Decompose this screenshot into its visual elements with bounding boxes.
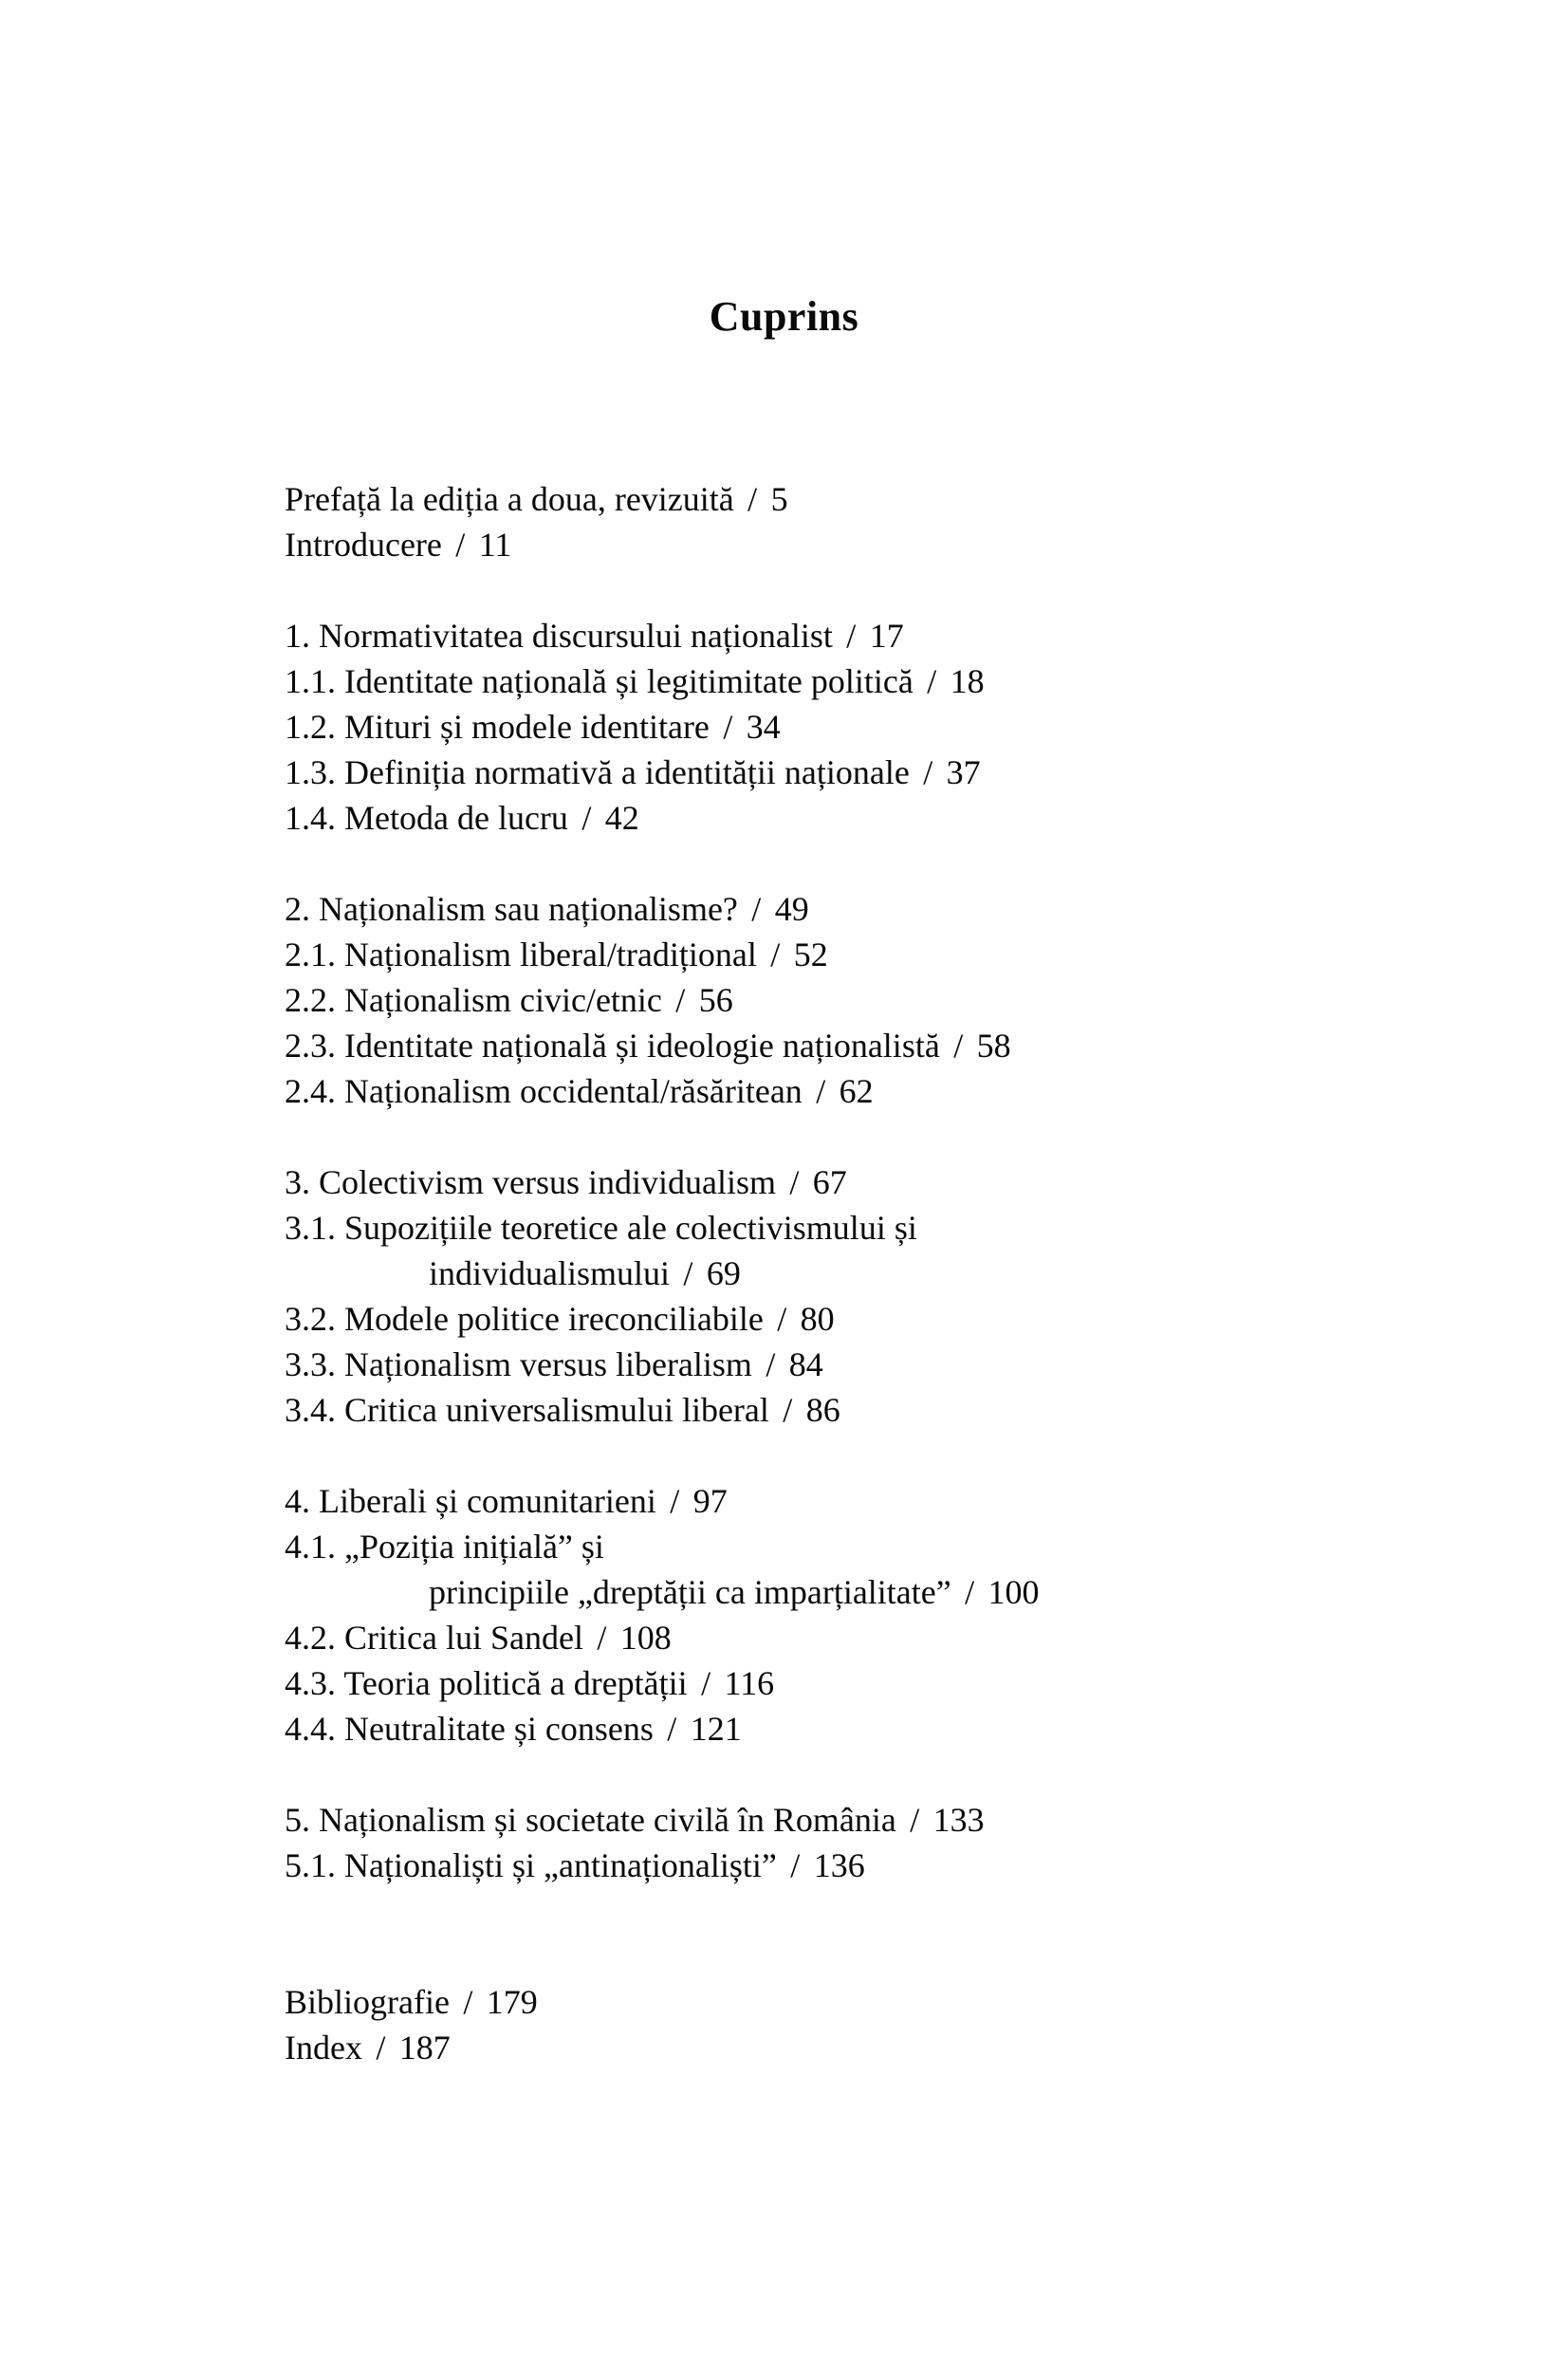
page-separator: / bbox=[723, 708, 733, 746]
page-separator: / bbox=[667, 1710, 677, 1748]
page-separator: / bbox=[846, 617, 857, 655]
page-separator: / bbox=[766, 1345, 776, 1383]
toc-entry-page: 49 bbox=[774, 890, 809, 928]
toc-entry-page: 17 bbox=[869, 617, 904, 655]
page-separator: / bbox=[747, 480, 758, 518]
page-separator: / bbox=[910, 1801, 920, 1839]
toc-entry-page: 116 bbox=[724, 1664, 775, 1702]
toc-entry bbox=[285, 1023, 1480, 1068]
toc-entry-text: 3.3. Naționalism versus liberalism bbox=[285, 1345, 752, 1383]
toc-entry bbox=[285, 1387, 1480, 1433]
toc-entry bbox=[285, 1524, 1480, 1569]
toc-entry-text: 4.4. Neutralitate și consens bbox=[285, 1710, 654, 1748]
toc-entry-page: 100 bbox=[987, 1573, 1040, 1611]
toc-entry-text: 4.2. Critica lui Sandel bbox=[285, 1619, 583, 1657]
toc-entry bbox=[285, 658, 1480, 704]
toc-entry-text: Introducere bbox=[285, 526, 442, 564]
toc-entry-page: 34 bbox=[746, 708, 781, 746]
toc-group-chapter-1 bbox=[285, 613, 1480, 841]
toc-entry bbox=[285, 1342, 1480, 1387]
toc-entry-page: 5 bbox=[770, 480, 788, 518]
page-separator: / bbox=[816, 1072, 826, 1110]
toc-entry-page: 42 bbox=[604, 799, 639, 837]
page-separator: / bbox=[783, 1391, 793, 1429]
toc-entry-text: 5. Naționalism și societate civilă în România bbox=[285, 1801, 896, 1839]
toc-entry-text: Index bbox=[285, 2029, 362, 2067]
toc-entry-page: 187 bbox=[398, 2029, 451, 2067]
toc-entry-page: 179 bbox=[486, 1983, 538, 2021]
toc-entry-page: 97 bbox=[692, 1482, 728, 1520]
toc-entry-text: 5.1. Naționaliști și „antinaționaliști” bbox=[285, 1846, 777, 1884]
toc-entry-page: 37 bbox=[946, 753, 981, 791]
page-separator: / bbox=[923, 753, 933, 791]
toc-entry-page: 69 bbox=[706, 1254, 741, 1292]
toc-entry-page: 56 bbox=[698, 981, 733, 1019]
toc-entry-text: Bibliografie bbox=[285, 1983, 450, 2021]
toc-entry-page: 80 bbox=[800, 1300, 835, 1338]
toc-group-chapter-5 bbox=[285, 1797, 1480, 1888]
toc-entry-page: 62 bbox=[839, 1072, 874, 1110]
page-separator: / bbox=[463, 1983, 473, 2021]
page-separator: / bbox=[683, 1254, 693, 1292]
toc-entry-page: 52 bbox=[793, 936, 828, 973]
toc-entry-text: 2.2. Naționalism civic/etnic bbox=[285, 981, 662, 1019]
toc-entry bbox=[285, 1068, 1480, 1114]
toc-entry bbox=[285, 1660, 1480, 1706]
toc-entry-page: 67 bbox=[812, 1163, 847, 1201]
toc-entry bbox=[285, 750, 1480, 795]
toc-entry bbox=[285, 1159, 1480, 1205]
toc-entry-page: 133 bbox=[932, 1801, 985, 1839]
toc-entry bbox=[285, 704, 1480, 750]
table-of-contents bbox=[285, 476, 1480, 2070]
toc-group-chapter-2 bbox=[285, 886, 1480, 1114]
toc-entry bbox=[285, 522, 1480, 567]
toc-entry-continuation bbox=[285, 1569, 1480, 1615]
toc-entry-text: 1.4. Metoda de lucru bbox=[285, 799, 568, 837]
page-separator: / bbox=[789, 1163, 800, 1201]
toc-entry-page: 136 bbox=[813, 1846, 865, 1884]
toc-entry-text: 3.2. Modele politice ireconciliabile bbox=[285, 1300, 764, 1338]
toc-entry-text: 4. Liberali și comunitarieni bbox=[285, 1482, 656, 1520]
toc-entry-text: 1.2. Mituri și modele identitare bbox=[285, 708, 710, 746]
toc-entry-page: 11 bbox=[478, 526, 512, 564]
page-separator: / bbox=[770, 936, 781, 973]
toc-entry-text: 4.1. „Poziția inițială” și bbox=[285, 1528, 604, 1566]
page-separator: / bbox=[581, 799, 592, 837]
toc-entry bbox=[285, 2025, 1480, 2070]
toc-entry-page: 18 bbox=[950, 662, 985, 700]
toc-entry-continuation bbox=[285, 1251, 1480, 1296]
toc-entry-text: 3.1. Supozițiile teoretice ale colectivismului și bbox=[285, 1209, 917, 1247]
page-separator: / bbox=[597, 1619, 607, 1657]
toc-entry-text: 3. Colectivism versus individualism bbox=[285, 1163, 776, 1201]
page-separator: / bbox=[965, 1573, 975, 1611]
toc-entry-text: 1.1. Identitate națională și legitimitate politică bbox=[285, 662, 913, 700]
page-separator: / bbox=[790, 1846, 801, 1884]
toc-entry bbox=[285, 1296, 1480, 1342]
page-separator: / bbox=[777, 1300, 787, 1338]
toc-entry bbox=[285, 476, 1480, 522]
toc-entry-page: 86 bbox=[805, 1391, 840, 1429]
toc-entry bbox=[285, 1205, 1480, 1251]
toc-entry-text: Prefață la ediția a doua, revizuită bbox=[285, 480, 734, 518]
toc-group-backmatter bbox=[285, 1979, 1480, 2070]
toc-entry bbox=[285, 932, 1480, 977]
toc-entry-text: principiile „dreptății ca imparțialitate” bbox=[429, 1573, 951, 1611]
toc-entry-text: 2. Naționalism sau naționalisme? bbox=[285, 890, 738, 928]
toc-entry-text: 3.4. Critica universalismului liberal bbox=[285, 1391, 769, 1429]
page-separator: / bbox=[675, 981, 686, 1019]
toc-entry bbox=[285, 613, 1480, 658]
toc-entry-text: 1.3. Definiția normativă a identității naționale bbox=[285, 753, 910, 791]
toc-entry-page: 121 bbox=[690, 1710, 742, 1748]
toc-entry bbox=[285, 1706, 1480, 1752]
toc-entry-text: individualismului bbox=[429, 1254, 671, 1292]
toc-entry bbox=[285, 977, 1480, 1023]
page-separator: / bbox=[927, 662, 937, 700]
page-separator: / bbox=[376, 2029, 386, 2067]
toc-group-frontmatter bbox=[285, 476, 1480, 567]
toc-entry bbox=[285, 1843, 1480, 1888]
toc-entry bbox=[285, 1478, 1480, 1524]
toc-entry-text: 2.4. Naționalism occidental/răsăritean bbox=[285, 1072, 802, 1110]
toc-entry-page: 84 bbox=[788, 1345, 823, 1383]
toc-entry-text: 4.3. Teoria politică a dreptății bbox=[285, 1664, 688, 1702]
toc-entry-text: 2.1. Naționalism liberal/tradițional bbox=[285, 936, 757, 973]
toc-group-chapter-3 bbox=[285, 1159, 1480, 1433]
toc-entry bbox=[285, 1979, 1480, 2025]
page-separator: / bbox=[455, 526, 466, 564]
toc-entry-text: 2.3. Identitate națională și ideologie naționalistă bbox=[285, 1027, 940, 1065]
toc-entry bbox=[285, 795, 1480, 841]
toc-entry-page: 58 bbox=[976, 1027, 1011, 1065]
page-separator: / bbox=[751, 890, 762, 928]
page-separator: / bbox=[953, 1027, 964, 1065]
toc-entry-text: 1. Normativitatea discursului naționalist bbox=[285, 617, 833, 655]
toc-entry bbox=[285, 886, 1480, 932]
toc-entry-page: 108 bbox=[619, 1619, 672, 1657]
page-separator: / bbox=[670, 1482, 680, 1520]
toc-entry bbox=[285, 1615, 1480, 1660]
page-title: Cuprins bbox=[709, 293, 859, 340]
toc-group-chapter-4 bbox=[285, 1478, 1480, 1752]
page-separator: / bbox=[701, 1664, 711, 1702]
toc-entry bbox=[285, 1797, 1480, 1843]
